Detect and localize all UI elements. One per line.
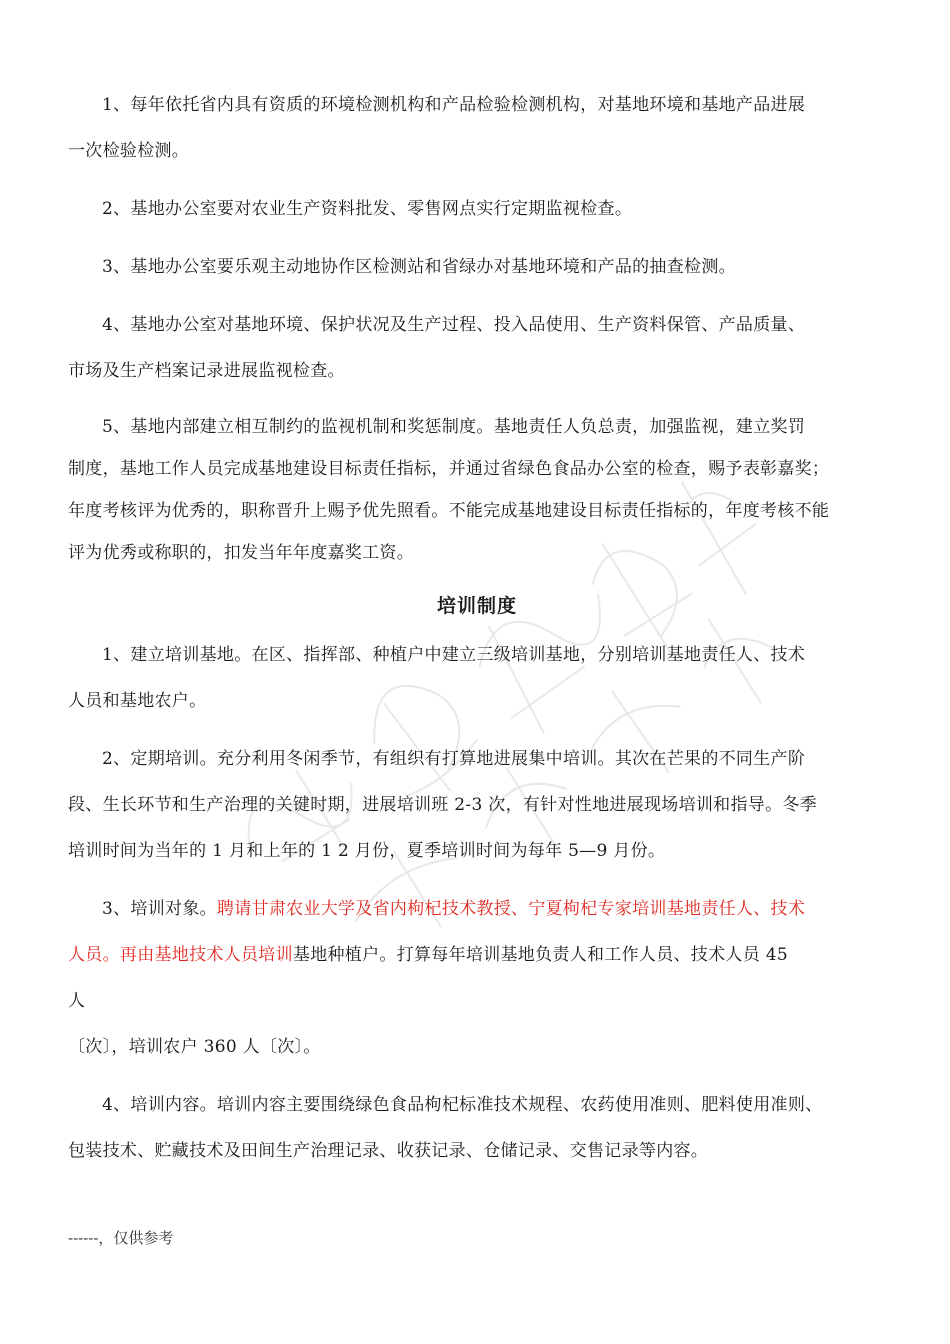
section-heading: 培训制度 (436, 595, 517, 617)
footer-note: ------，仅供参考 (68, 1229, 174, 1247)
highlighted-text: 聘请甘肃农业大学及省内枸杞技术教授、宁夏枸杞专家培训基地责任人、技术 (216, 899, 806, 919)
training-item-2 (68, 736, 886, 874)
text-line: 市场及生产档案记录进展监视检查。 (68, 361, 345, 381)
text-line: 1、建立培训基地。在区、指挥部、种植户中建立三级培训基地，分别培训基地责任人、技术 (102, 645, 806, 665)
text-line: 2、基地办公室要对农业生产资料批发、零售网点实行定期监视检查。 (102, 199, 633, 219)
text-line: 5、基地内部建立相互制约的监视机制和奖惩制度。基地责任人负总责，加强监视，建立奖罚 (102, 417, 806, 437)
paragraph-item-2 (68, 186, 886, 232)
text-line: 1、每年依托省内具有资质的环境检测机构和产品检验检测机构，对基地环境和基地产品进展 (102, 95, 806, 115)
text-line: 一次检验检测。 (68, 141, 190, 161)
text-line: 年度考核评为优秀的，职称晋升上赐予优先照看。不能完成基地建设目标责任指标的，年度考核不能 (68, 501, 830, 521)
document-body (68, 82, 886, 1186)
text-line: 3、基地办公室要乐观主动地协作区检测站和省绿办对基地环境和产品的抽查检测。 (102, 257, 736, 277)
text-line: 人 (68, 991, 86, 1011)
text-line (68, 932, 886, 978)
text-line (68, 886, 886, 932)
highlighted-text: 人员。再由基地技术人员培训 (68, 945, 293, 965)
paragraph-item-5 (68, 406, 886, 574)
plain-text: 基地种植户。打算每年培训基地负责人和工作人员、技术人员 45 (292, 945, 788, 965)
item-prefix: 3、培训对象。 (102, 899, 217, 919)
text-line: 4、培训内容。培训内容主要围绕绿色食品枸杞标准技术规程、农药使用准则、肥料使用准则、 (102, 1095, 823, 1115)
text-line: 培训时间为当年的 1 月和上年的 1 2 月份，夏季培训时间为每年 5—9 月份。 (68, 841, 666, 861)
text-line: 人员和基地农户。 (68, 691, 207, 711)
text-line: 评为优秀或称职的，扣发当年年度嘉奖工资。 (68, 543, 414, 563)
paragraph-item-3 (68, 244, 886, 290)
text-line: 4、基地办公室对基地环境、保护状况及生产过程、投入品使用、生产资料保管、产品质量、 (102, 315, 806, 335)
text-line: 制度，基地工作人员完成基地建设目标责任指标，并通过省绿色食品办公室的检查，赐予表彰嘉奖； (68, 459, 830, 479)
text-line: 2、定期培训。充分利用冬闲季节，有组织有打算地进展集中培训。其次在芒果的不同生产阶 (102, 749, 806, 769)
text-line: 段、生长环节和生产治理的关键时期，进展培训班 2-3 次，有针对性地进展现场培训和指导。冬季 (68, 795, 817, 815)
training-item-4 (68, 1082, 886, 1174)
text-line: 包装技术、贮藏技术及田间生产治理记录、收获记录、仓储记录、交售记录等内容。 (68, 1141, 709, 1161)
paragraph-item-1 (68, 82, 886, 174)
text-line: 〔次〕，培训农户 360 人〔次〕。 (68, 1037, 321, 1057)
training-item-1 (68, 632, 886, 724)
training-item-3 (68, 886, 886, 1070)
paragraph-item-4 (68, 302, 886, 394)
